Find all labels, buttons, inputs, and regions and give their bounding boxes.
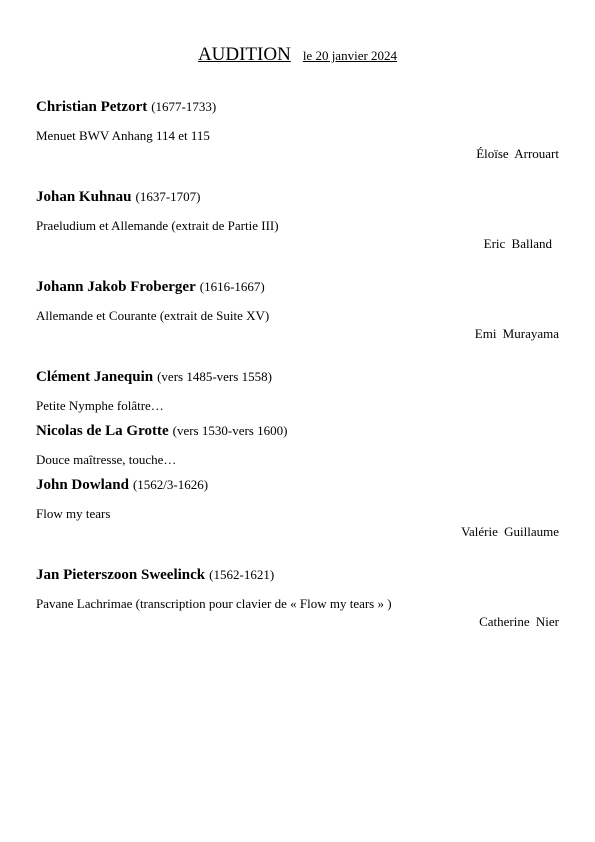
piece-title: Menuet BWV Anhang 114 et 115 — [36, 128, 210, 143]
composer-heading — [36, 477, 208, 494]
composer-dates: (1637-1707) — [135, 189, 201, 204]
composer-name: Johann Jakob Froberger — [36, 279, 196, 295]
composer-dates: (1562/3-1626) — [132, 477, 209, 492]
piece-title: Petite Nymphe folâtre… — [36, 398, 164, 413]
composer-name: Nicolas de La Grotte — [36, 423, 169, 439]
composer-name: Clément Janequin — [36, 369, 154, 385]
composer-heading — [36, 99, 216, 116]
title-date: le 20 janvier 2024 — [302, 48, 398, 63]
performer-name: Valérie Guillaume — [461, 524, 559, 539]
piece-title: Douce maîtresse, touche… — [36, 452, 177, 467]
composer-name: Christian Petzort — [36, 99, 148, 115]
composer-dates: (vers 1485-vers 1558) — [157, 369, 272, 384]
composer-heading — [36, 567, 274, 584]
composer-heading — [36, 369, 272, 386]
performer-name: Emi Murayama — [474, 326, 559, 341]
page-title — [0, 44, 595, 66]
title-text: AUDITION — [197, 44, 291, 65]
composer-dates: (vers 1530-vers 1600) — [172, 423, 288, 438]
composer-dates: (1616-1667) — [199, 279, 265, 294]
composer-heading — [36, 189, 200, 206]
composer-dates: (1677-1733) — [151, 99, 217, 114]
composer-name: Johan Kuhnau — [36, 189, 132, 205]
piece-title: Praeludium et Allemande (extrait de Partie III) — [36, 218, 279, 233]
performer-name: Éloïse Arrouart — [476, 146, 559, 161]
composer-name: Jan Pieterszoon Sweelinck — [36, 567, 206, 583]
composer-name: John Dowland — [36, 477, 129, 493]
piece-title: Flow my tears — [36, 506, 111, 521]
composer-heading — [36, 423, 287, 440]
performer-name: Eric Balland — [483, 236, 552, 251]
composer-dates: (1562-1621) — [209, 567, 275, 582]
performer-name: Catherine Nier — [479, 614, 559, 629]
composer-heading — [36, 279, 265, 296]
piece-title: Allemande et Courante (extrait de Suite XV) — [36, 308, 270, 323]
piece-title: Pavane Lachrimae (transcription pour clavier de « Flow my tears » ) — [36, 596, 392, 611]
